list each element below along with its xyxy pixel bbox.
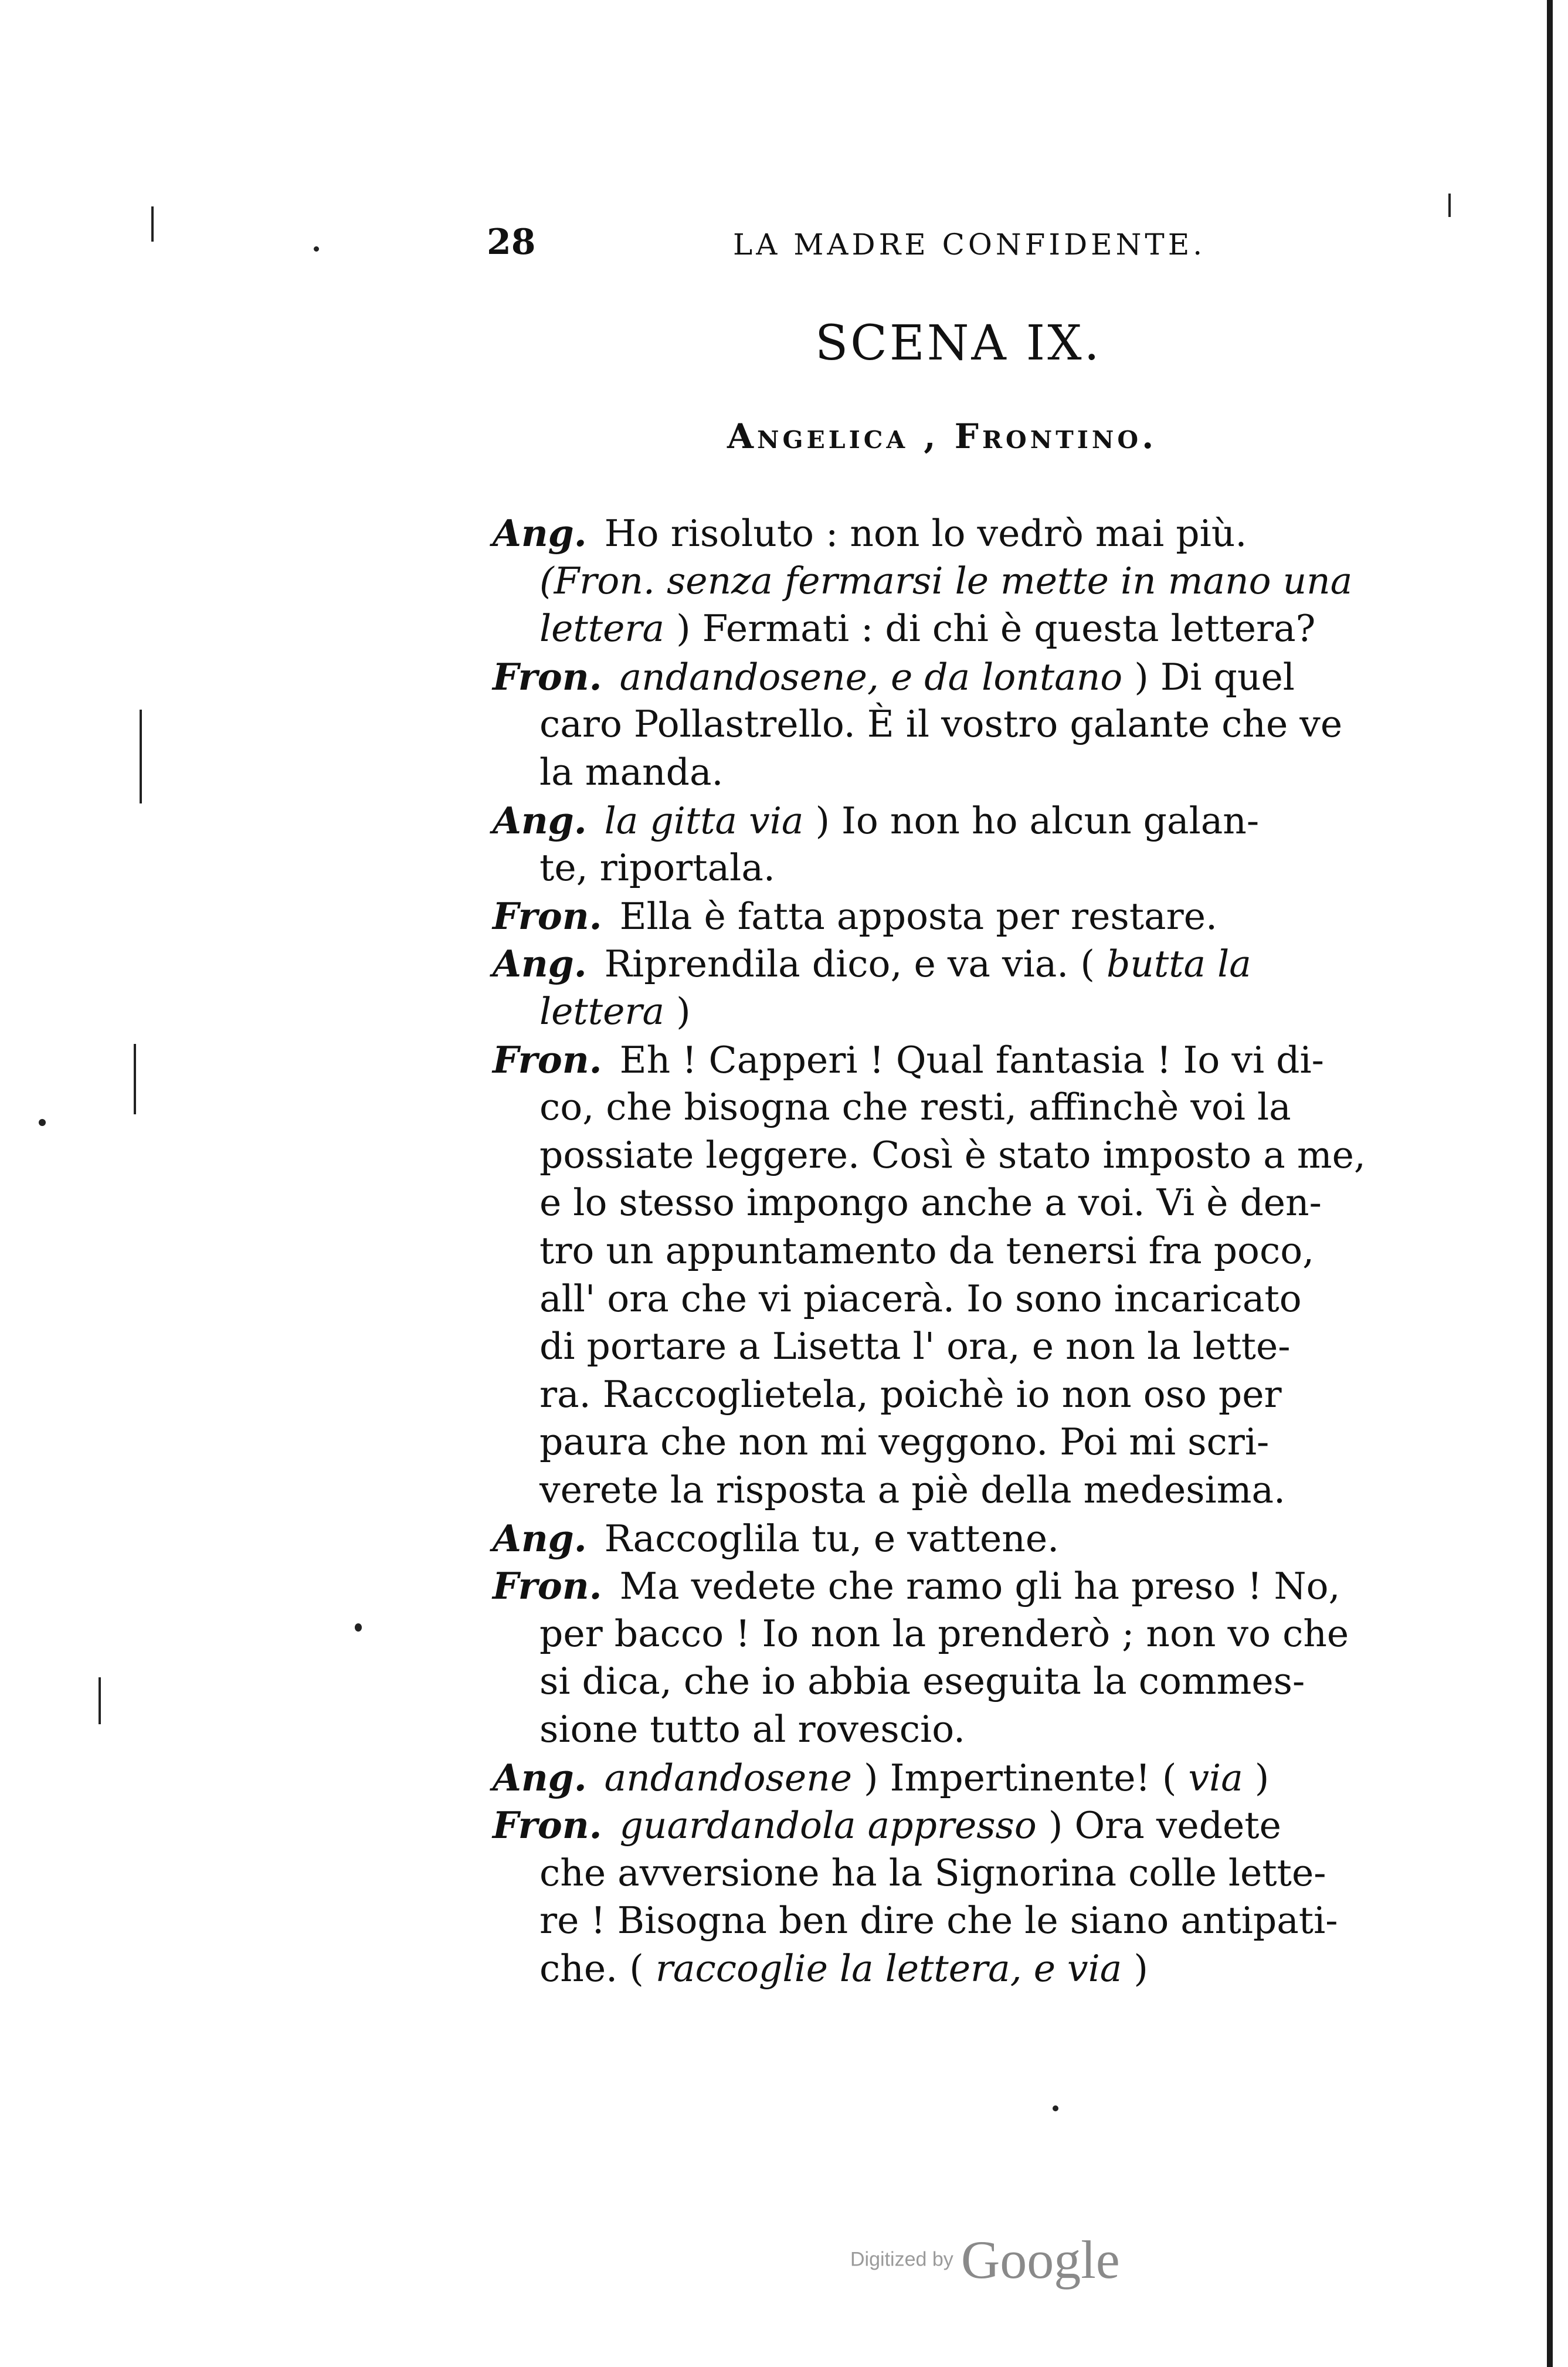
speaker-label: Ang. — [493, 1517, 587, 1560]
stage-direction: andandosene, e da lontano — [619, 656, 1123, 698]
line-text: e lo stesso impongo anche a voi. Vi è den- — [539, 1181, 1322, 1224]
stage-direction: butta la — [1106, 942, 1251, 985]
stage-direction: la gitta via — [604, 799, 804, 842]
stage-direction: raccoglie la lettera, e via — [655, 1947, 1122, 1990]
line-text: ) — [676, 990, 691, 1033]
stage-direction: lettera — [539, 607, 665, 650]
dialogue-line — [539, 559, 1489, 606]
dialogue-line — [539, 1660, 1489, 1707]
speaker-label: Fron. — [493, 1803, 602, 1847]
line-text: Ella è fatta apposta per restare. — [619, 895, 1218, 938]
scene-characters: Angelica , Frontino. — [727, 416, 1158, 456]
digitized-label: Digitized by — [850, 2248, 953, 2271]
dialogue-line — [539, 1134, 1489, 1181]
line-text: Raccoglila tu, e vattene. — [604, 1517, 1060, 1560]
digitized-footer — [850, 2229, 1120, 2299]
dialogue-line — [539, 751, 1489, 798]
line-text: paura che non mi veggono. Poi mi scri- — [539, 1420, 1270, 1463]
dialogue-line — [493, 894, 1443, 941]
margin-mark — [134, 1044, 136, 1114]
running-head — [487, 222, 1267, 263]
stage-direction: lettera — [539, 990, 665, 1033]
dialogue-line — [539, 703, 1489, 750]
speaker-label: Ang. — [493, 1756, 587, 1799]
dialogue-line — [493, 1517, 1443, 1564]
dialogue-line — [493, 799, 1443, 846]
dialogue-line — [493, 511, 1443, 558]
dialogue-line — [539, 1277, 1489, 1324]
dialogue-line — [539, 1469, 1489, 1515]
speaker-label: Ang. — [493, 799, 587, 842]
line-text: si dica, che io abbia eseguita la commes- — [539, 1660, 1305, 1703]
line-text: ) — [1133, 1947, 1148, 1990]
dialogue-line — [539, 1708, 1489, 1755]
line-text: verete la risposta a piè della medesima. — [539, 1469, 1286, 1511]
margin-mark — [99, 1677, 101, 1724]
line-text: ) Fermati : di chi è questa lettera? — [676, 607, 1316, 650]
margin-mark — [1448, 194, 1451, 217]
dialogue-line — [493, 1564, 1443, 1611]
line-text: di portare a Lisetta l' ora, e non la lette- — [539, 1325, 1291, 1368]
line-text: re ! Bisogna ben dire che le siano antipati- — [539, 1899, 1338, 1942]
speaker-label: Ang. — [493, 511, 587, 555]
dialogue-line — [539, 1181, 1489, 1228]
line-text: Ho risoluto : non lo vedrò mai più. — [604, 512, 1247, 555]
dialogue-line — [539, 1086, 1489, 1132]
dialogue-line — [493, 1756, 1443, 1803]
line-text: per bacco ! Io non la prenderò ; non vo che — [539, 1612, 1349, 1655]
line-text: ) Ora vedete — [1048, 1804, 1281, 1847]
line-text: co, che bisogna che resti, affinchè voi la — [539, 1086, 1291, 1128]
dialogue-line — [539, 1612, 1489, 1659]
dialogue-line — [539, 846, 1489, 893]
dialogue-line — [539, 1229, 1489, 1276]
line-text: Ma vedete che ramo gli ha preso ! No, — [619, 1565, 1340, 1608]
line-text: sione tutto al rovescio. — [539, 1708, 966, 1751]
dialogue-line — [539, 1373, 1489, 1420]
line-text: ) Io non ho alcun galan- — [815, 799, 1260, 842]
margin-mark — [140, 710, 142, 803]
dialogue-line — [539, 1947, 1489, 1994]
line-text: te, riportala. — [539, 846, 775, 889]
margin-speck — [39, 1119, 46, 1126]
running-title: LA MADRE CONFIDENTE. — [733, 228, 1206, 262]
stage-direction: andandosene — [604, 1756, 852, 1799]
dialogue-line — [539, 1420, 1489, 1467]
dialogue-line — [493, 1803, 1443, 1850]
scene-title: SCENA IX. — [815, 316, 1102, 371]
page-number: 28 — [487, 222, 536, 263]
line-text: possiate leggere. Così è stato imposto a me, — [539, 1134, 1366, 1176]
margin-speck — [355, 1623, 362, 1632]
margin-speck — [1053, 2105, 1058, 2111]
line-text: ) Di quel — [1134, 656, 1295, 698]
speaker-label: Fron. — [493, 655, 602, 698]
line-text: all' ora che vi piacerà. Io sono incaricato — [539, 1277, 1302, 1320]
margin-mark — [151, 206, 154, 242]
stage-direction: guardandola appresso — [619, 1804, 1037, 1847]
speaker-label: Fron. — [493, 894, 602, 938]
speaker-label: Ang. — [493, 942, 587, 985]
line-text: ra. Raccoglietela, poichè io non oso per — [539, 1373, 1282, 1416]
margin-speck — [314, 246, 319, 252]
line-text: ) — [1254, 1756, 1270, 1799]
line-text: la manda. — [539, 751, 724, 793]
line-text: che. ( — [539, 1947, 644, 1990]
dialogue-line — [493, 942, 1443, 989]
line-text: caro Pollastrello. È il vostro galante che ve — [539, 703, 1343, 745]
dialogue-line — [493, 655, 1443, 702]
line-text: che avversione ha la Signorina colle lette- — [539, 1851, 1326, 1894]
line-text: tro un appuntamento da tenersi fra poco, — [539, 1229, 1315, 1272]
line-text: ) Impertinente! ( — [864, 1756, 1177, 1799]
google-logo: Google — [961, 2230, 1120, 2290]
line-text: Riprendila dico, e va via. ( — [604, 942, 1095, 985]
dialogue-line — [539, 1899, 1489, 1946]
dialogue-line — [539, 990, 1489, 1037]
stage-direction: (Fron. senza fermarsi le mette in mano una — [539, 559, 1353, 602]
speaker-label: Fron. — [493, 1564, 602, 1608]
page-edge-border — [1547, 0, 1553, 2367]
dialogue-line — [493, 1038, 1443, 1085]
line-text: Eh ! Capperi ! Qual fantasia ! Io vi di- — [619, 1039, 1324, 1081]
speaker-label: Fron. — [493, 1038, 602, 1081]
dialogue-line — [539, 1851, 1489, 1898]
dialogue-line — [539, 607, 1489, 654]
stage-direction: via — [1188, 1756, 1243, 1799]
dialogue-line — [539, 1325, 1489, 1372]
